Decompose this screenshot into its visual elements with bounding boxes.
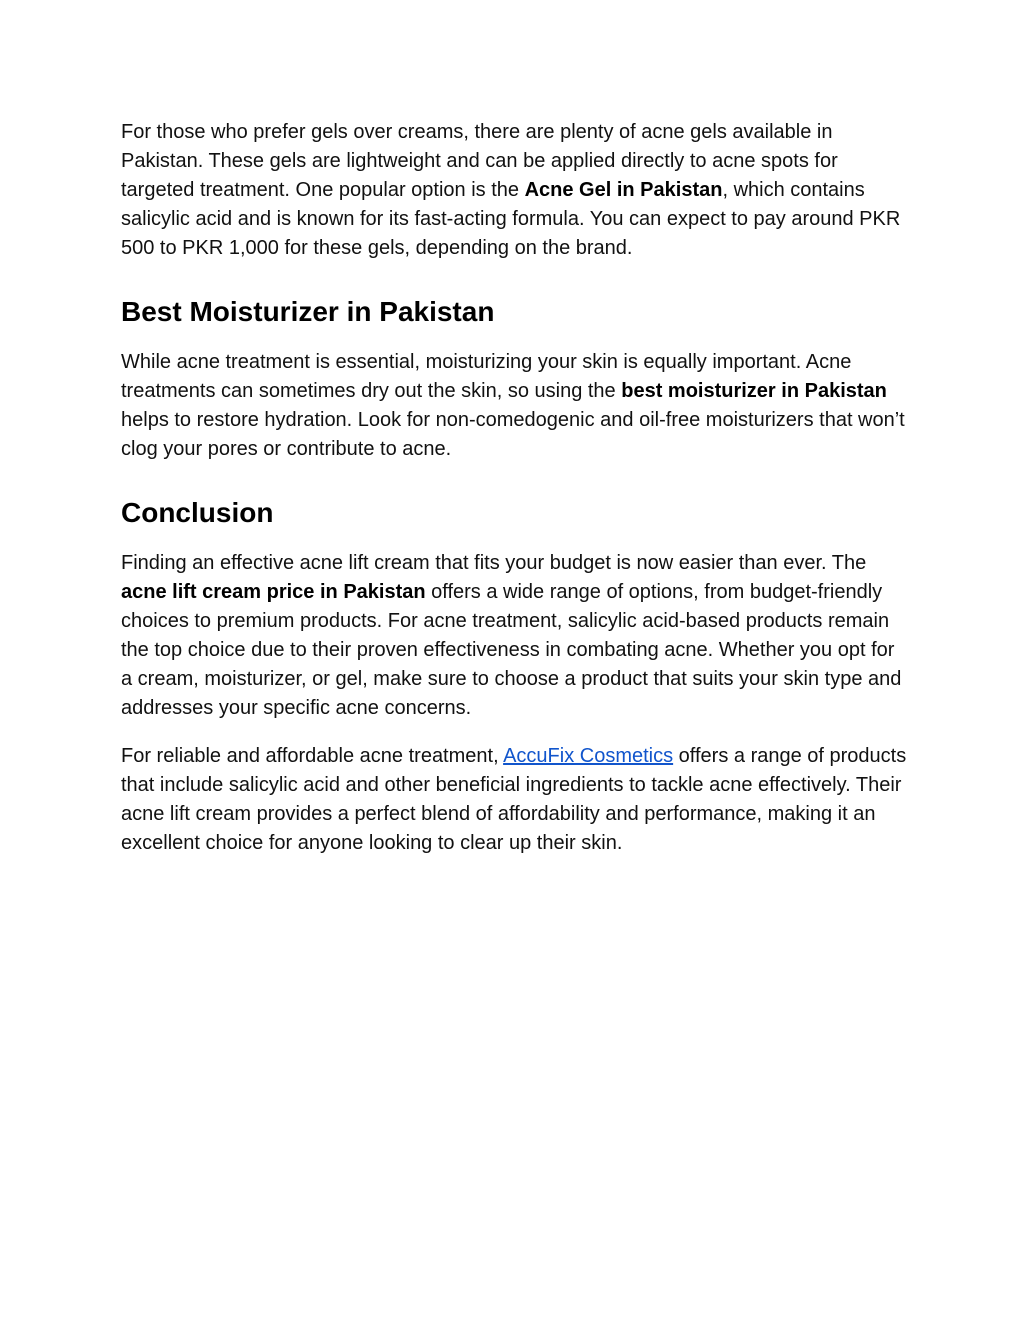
conclusion-p1-bold-term: acne lift cream price in Pakistan [121,581,426,603]
document-page [121,118,911,858]
moisturizer-bold-term: best moisturizer in Pakistan [621,380,887,402]
moisturizer-paragraph [121,348,911,464]
conclusion-paragraph-2 [121,742,911,858]
intro-text-before: For those who prefer gels over creams, there are plenty of acne gels available in Pakistan. These gels are lightweight and can be applied directly to acne spots for targeted treatment. One popular option is the [121,121,838,201]
moisturizer-heading: Best Moisturizer in Pakistan [121,296,495,327]
conclusion-p2-text-after: offers a range of products that include salicylic acid and other beneficial ingredients to tackle acne effectively. Their acne lift cream provides a perfect blend of affordability and performance, making it an excellent choice for anyone looking to clear up their skin. [121,745,907,854]
conclusion-heading: Conclusion [121,497,274,528]
conclusion-p1-text-after: offers a wide range of options, from budget-friendly choices to premium products. For acne treatment, salicylic acid-based products remain the top choice due to their proven effectiveness in combating acne. Whether you opt for a cream, moisturizer, or gel, make sure to choose a product that suits your skin type and addresses your specific acne concerns. [121,581,902,719]
intro-paragraph [121,118,911,263]
moisturizer-text-before: While acne treatment is essential, moisturizing your skin is equally important. Acne treatments can sometimes dry out the skin, so using the [121,351,852,402]
intro-text-after: , which contains salicylic acid and is known for its fast-acting formula. You can expect to pay around PKR 500 to PKR 1,000 for these gels, depending on the brand. [121,179,901,259]
conclusion-p1-text-before: Finding an effective acne lift cream that fits your budget is now easier than ever. The [121,552,867,574]
conclusion-paragraph-1 [121,549,911,723]
accufix-cosmetics-link[interactable]: AccuFix Cosmetics [503,745,674,767]
moisturizer-text-after: helps to restore hydration. Look for non-comedogenic and oil-free moisturizers that won’t clog your pores or contribute to acne. [121,409,905,460]
intro-bold-term: Acne Gel in Pakistan [524,179,723,201]
conclusion-p2-text-before: For reliable and affordable acne treatment, [121,745,504,767]
